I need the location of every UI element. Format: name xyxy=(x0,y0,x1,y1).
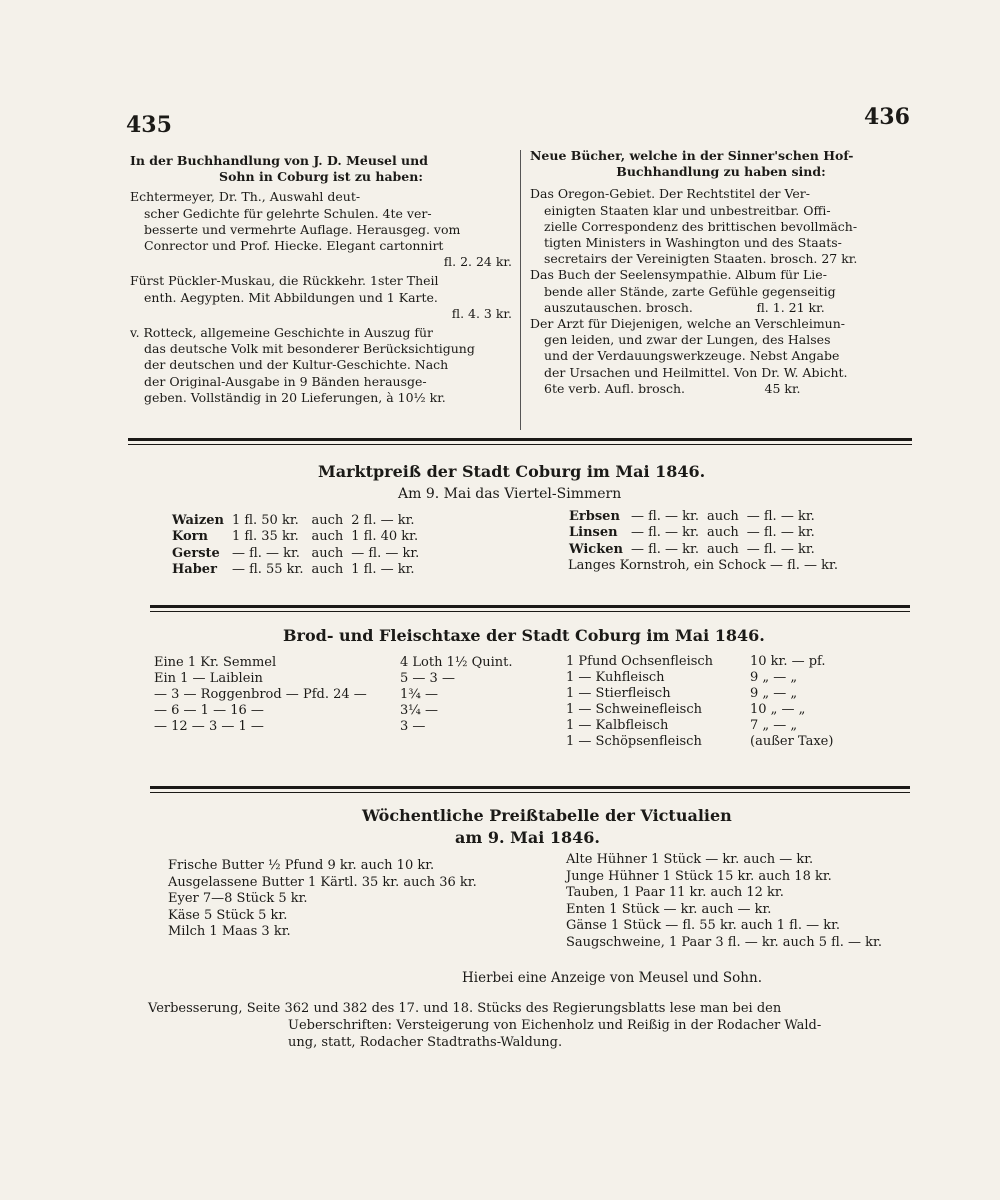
book-line: der deutschen und der Kultur-Geschichte. Nach xyxy=(144,357,449,373)
list-item: Käse 5 Stück 5 kr. xyxy=(168,907,288,923)
bread-table xyxy=(150,654,517,734)
left-column xyxy=(130,153,512,406)
list-item: Ausgelassene Butter 1 Kärtl. 35 kr. auch 36 kr. xyxy=(168,874,477,890)
list-item: Alte Hühner 1 Stück — kr. auch — kr. xyxy=(566,852,814,867)
straw-price: Langes Kornstroh, ein Schock — fl. — kr. xyxy=(568,558,838,573)
auch-cell: auch xyxy=(311,512,344,528)
meat-item: 1 — Kuhfleisch xyxy=(566,669,665,685)
list-item: Enten 1 Stück — kr. auch — kr. xyxy=(566,901,772,917)
meat-price: 9 „ — „ xyxy=(750,669,798,685)
price-cell: — fl. — kr. xyxy=(630,525,699,541)
auch-cell: auch xyxy=(311,529,344,545)
correction-line: Verbesserung, Seite 362 und 382 des 17. und 18. Stücks des Regierungsblatts lese man bei den xyxy=(148,1001,782,1016)
table-row xyxy=(150,654,517,670)
list-item: Milch 1 Maas 3 kr. xyxy=(168,924,291,939)
bread-item: Eine 1 Kr. Semmel xyxy=(154,654,277,670)
legume-name: Linsen xyxy=(569,525,618,541)
grain-name: Gerste xyxy=(172,545,220,561)
meat-price: 7 „ — „ xyxy=(750,717,798,733)
table-row xyxy=(168,562,423,579)
meat-item: 1 — Schöpsenfleisch xyxy=(566,733,702,749)
book-line: scher Gedichte für gelehrte Schulen. 4te ver- xyxy=(144,205,432,221)
market-subtitle: Am 9. Mai das Viertel-Simmern xyxy=(398,486,622,502)
market-legume-table xyxy=(565,508,819,558)
meat-item: 1 Pfund Ochsenfleisch xyxy=(566,653,714,669)
bread-weight: 1¾ — xyxy=(400,686,439,702)
list-item: Tauben, 1 Paar 11 kr. auch 12 kr. xyxy=(566,885,784,900)
meat-price: 10 kr. — pf. xyxy=(750,653,826,669)
table-row xyxy=(150,670,517,686)
book-line: auszutauschen. brosch. fl. 1. 21 kr. xyxy=(544,299,825,315)
bread-item: — 6 — 1 — 16 — xyxy=(154,702,264,718)
price-cell: — fl. — kr. xyxy=(231,545,300,561)
auch-cell: auch xyxy=(311,545,344,561)
table-row xyxy=(562,733,837,749)
list-item: Eyer 7—8 Stück 5 kr. xyxy=(168,891,308,906)
book-line: 6te verb. Aufl. brosch. 45 kr. xyxy=(544,380,801,396)
table-row xyxy=(565,508,819,525)
meat-item: 1 — Kalbfleisch xyxy=(566,717,669,733)
price-cell: 2 fl. — kr. xyxy=(351,512,415,528)
bread-weight: 4 Loth 1½ Quint. xyxy=(400,654,513,670)
left-heading-line: Sohn in Coburg ist zu haben: xyxy=(219,169,423,185)
table-row xyxy=(168,545,423,562)
grain-name: Waizen xyxy=(172,512,224,528)
right-heading-line: Neue Bücher, welche in der Sinner'schen Hof- xyxy=(530,148,854,163)
book-line: v. Rotteck, allgemeine Geschichte in Auszug für xyxy=(130,325,434,341)
book-line: der Ursachen und Heilmittel. Von Dr. W. Abicht. xyxy=(544,364,848,380)
section-rule xyxy=(128,438,912,441)
price-cell: — fl. — kr. xyxy=(746,508,815,524)
list-item: Junge Hühner 1 Stück 15 kr. auch 18 kr. xyxy=(566,868,832,884)
book-line: besserte und vermehrte Auflage. Herausgeg. vom xyxy=(144,221,461,237)
table-row xyxy=(562,669,837,685)
bread-title: Brod- und Fleischtaxe der Stadt Coburg im Mai 1846. xyxy=(283,626,765,645)
book-line: einigten Staaten klar und unbestreitbar. Offi- xyxy=(544,202,831,218)
section-rule xyxy=(128,444,912,445)
weekly-title: Wöchentliche Preißtabelle der Victualien xyxy=(362,806,732,825)
auch-cell: auch xyxy=(311,562,344,578)
price-cell: — fl. — kr. xyxy=(746,525,815,541)
auch-cell: auch xyxy=(706,525,739,541)
meat-price: (außer Taxe) xyxy=(750,733,834,749)
section-rule xyxy=(150,611,910,612)
grain-name: Korn xyxy=(172,529,208,545)
correction-line: ung, statt, Rodacher Stadtraths-Waldung. xyxy=(288,1035,563,1050)
left-heading-line: In der Buchhandlung von J. D. Meusel und xyxy=(130,153,428,168)
bread-weight: 3¼ — xyxy=(400,702,439,718)
table-row xyxy=(562,685,837,701)
weekly-left-list xyxy=(168,858,477,941)
price-cell: — fl. — kr. xyxy=(746,541,815,557)
page-number-right: 436 xyxy=(864,104,910,130)
book-line: Der Arzt für Diejenigen, welche an Verschleimun- xyxy=(530,316,845,332)
list-item: Saugschweine, 1 Paar 3 fl. — kr. auch 5 fl. — kr. xyxy=(566,934,882,950)
book-price: fl. 2. 24 kr. xyxy=(443,254,512,270)
price-cell: — fl. — kr. xyxy=(630,508,699,524)
table-row xyxy=(150,718,517,734)
bread-item: — 12 — 3 — 1 — xyxy=(154,718,264,734)
bread-weight: 3 — xyxy=(400,718,426,734)
table-row xyxy=(565,525,819,542)
right-column xyxy=(530,148,912,397)
meat-price: 10 „ — „ xyxy=(750,701,806,717)
meat-item: 1 — Schweinefleisch xyxy=(566,701,702,717)
book-line: gen leiden, und zwar der Lungen, des Halses xyxy=(544,332,831,348)
book-line: das deutsche Volk mit besonderer Berücksichtigung xyxy=(144,341,475,357)
meat-price: 9 „ — „ xyxy=(750,685,798,701)
grain-name: Haber xyxy=(172,562,217,578)
table-row xyxy=(168,529,423,546)
table-row xyxy=(150,702,517,718)
legume-name: Wicken xyxy=(569,541,623,557)
list-item: Gänse 1 Stück — fl. 55 kr. auch 1 fl. — kr. xyxy=(566,918,841,933)
notice: Hierbei eine Anzeige von Meusel und Sohn. xyxy=(462,970,762,986)
list-item: Frische Butter ½ Pfund 9 kr. auch 10 kr. xyxy=(168,858,435,873)
meat-item: 1 — Stierfleisch xyxy=(566,685,671,701)
book-line: enth. Aegypten. Mit Abbildungen und 1 Karte. xyxy=(144,289,438,305)
section-rule xyxy=(150,605,910,608)
book-line: secretairs der Vereinigten Staaten. brosch. 27 kr. xyxy=(544,251,858,267)
legume-name: Erbsen xyxy=(569,508,620,524)
book-line: Echtermeyer, Dr. Th., Auswahl deut- xyxy=(130,189,361,205)
section-rule xyxy=(150,786,910,789)
book-line: bende aller Stände, zarte Gefühle gegenseitig xyxy=(544,283,836,299)
market-title: Marktpreiß der Stadt Coburg im Mai 1846. xyxy=(318,462,706,481)
page-number-left: 435 xyxy=(126,112,172,138)
auch-cell: auch xyxy=(706,508,739,524)
book-line: zielle Correspondenz des brittischen bevollmäch- xyxy=(544,218,858,234)
bread-weight: 5 — 3 — xyxy=(400,670,455,686)
book-line: der Original-Ausgabe in 9 Bänden herausge- xyxy=(144,373,427,389)
price-cell: — fl. — kr. xyxy=(630,541,699,557)
weekly-subtitle: am 9. Mai 1846. xyxy=(455,828,600,847)
meat-table xyxy=(562,653,837,749)
table-row xyxy=(565,541,819,558)
book-line: tigten Ministers in Washington und des Staats- xyxy=(544,235,842,251)
book-line: und der Verdauungswerkzeuge. Nebst Angabe xyxy=(544,348,840,364)
book-line: Das Oregon-Gebiet. Der Rechtstitel der Ver- xyxy=(530,186,810,202)
price-cell: 1 fl. 50 kr. xyxy=(231,512,299,528)
column-divider xyxy=(520,150,521,430)
book-line: Fürst Pückler-Muskau, die Rückkehr. 1ster Theil xyxy=(130,273,439,289)
bread-item: — 3 — Roggenbrod — Pfd. 24 — xyxy=(154,686,367,702)
table-row xyxy=(562,701,837,717)
market-grain-table xyxy=(168,512,423,578)
table-row xyxy=(168,512,423,529)
table-row xyxy=(562,653,837,669)
price-cell: — fl. 55 kr. xyxy=(231,562,304,578)
book-line: Das Buch der Seelensympathie. Album für Lie- xyxy=(530,267,827,283)
section-rule xyxy=(150,792,910,793)
correction xyxy=(148,1000,821,1051)
price-cell: — fl. — kr. xyxy=(351,545,420,561)
bread-item: Ein 1 — Laiblein xyxy=(154,670,263,686)
auch-cell: auch xyxy=(706,541,739,557)
book-line: Conrector und Prof. Hiecke. Elegant cartonnirt xyxy=(144,238,444,254)
book-line: geben. Vollständig in 20 Lieferungen, à 10½ kr. xyxy=(144,389,446,405)
weekly-right-list xyxy=(566,852,882,951)
table-row xyxy=(562,717,837,733)
book-price: fl. 4. 3 kr. xyxy=(451,305,512,321)
correction-line: Ueberschriften: Versteigerung von Eichenholz und Reißig in der Rodacher Wald- xyxy=(288,1018,822,1033)
price-cell: 1 fl. 35 kr. xyxy=(231,529,299,545)
table-row xyxy=(150,686,517,702)
right-heading-line: Buchhandlung zu haben sind: xyxy=(616,164,826,180)
price-cell: 1 fl. 40 kr. xyxy=(351,529,419,545)
price-cell: 1 fl. — kr. xyxy=(351,562,415,578)
